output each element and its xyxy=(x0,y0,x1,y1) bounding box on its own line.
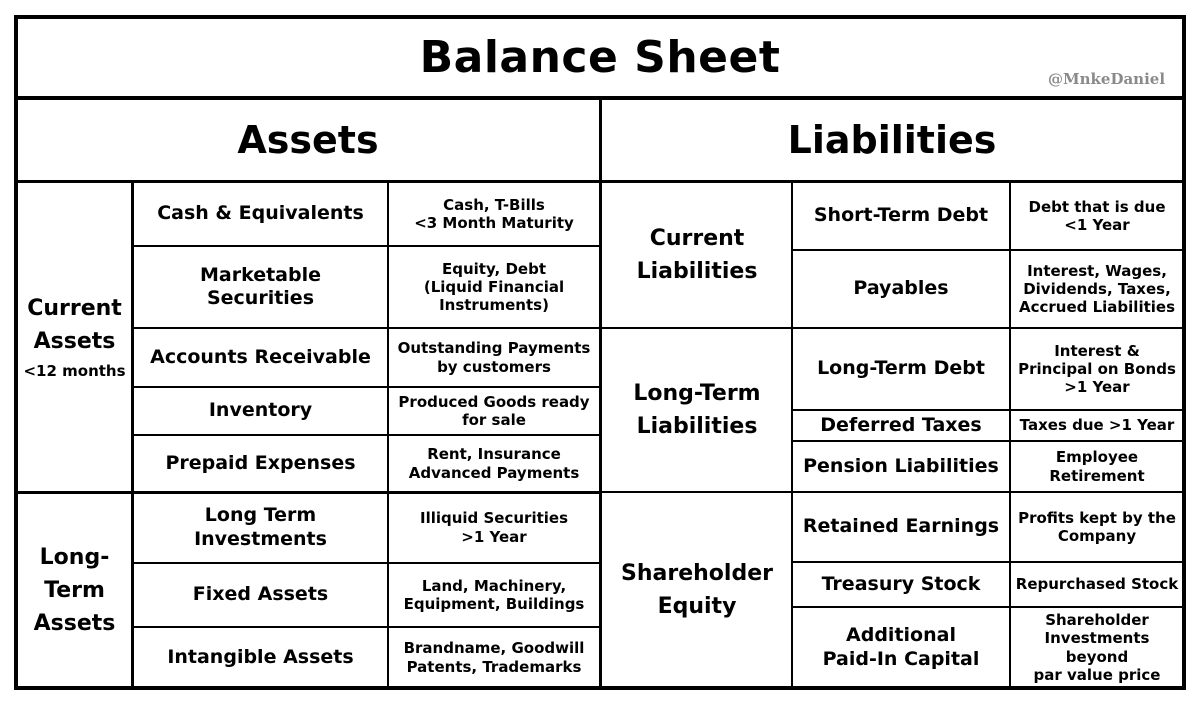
table-row-item: Fixed Assets xyxy=(192,583,329,606)
divider-liab-group xyxy=(791,180,793,690)
table-row-item: Prepaid Expenses xyxy=(165,451,356,474)
table-row-item: Additional Paid-In Capital xyxy=(822,624,980,670)
table-row-desc: Debt that is due <1 Year xyxy=(1028,197,1166,234)
long-term-assets-label: Long- Term Assets xyxy=(33,544,116,636)
table-row-desc: Cash, T-Bills <3 Month Maturity xyxy=(414,195,574,232)
border-left xyxy=(14,15,18,690)
long-term-liabilities-label: Long-Term Liabilities xyxy=(633,381,761,439)
table-row-item: Cash & Equivalents xyxy=(157,202,364,225)
divider-row xyxy=(792,409,1184,411)
divider-row xyxy=(133,386,600,388)
table-row-item: Deferred Taxes xyxy=(820,413,982,436)
table-row-item: Retained Earnings xyxy=(802,515,1000,538)
divider-center xyxy=(599,96,602,690)
border-top xyxy=(14,15,1186,19)
table-row-desc: Equity, Debt (Liquid Financial Instruments) xyxy=(423,259,565,315)
table-row-desc: Interest & Principal on Bonds >1 Year xyxy=(1018,341,1176,397)
table-row-item: Inventory xyxy=(208,399,313,422)
watermark: @MnkeDaniel xyxy=(1048,70,1166,88)
table-row-desc: Shareholder Investments beyond par value price xyxy=(1033,610,1161,684)
divider-liab-groups xyxy=(601,491,1184,493)
page-title xyxy=(16,17,1184,98)
shareholder-equity-label: Shareholder Equity xyxy=(621,561,773,619)
table-row-desc: Land, Machinery, Equipment, Buildings xyxy=(403,576,585,613)
table-row-desc: Repurchased Stock xyxy=(1015,575,1179,594)
divider-assets-groups xyxy=(14,491,600,494)
table-row-desc: Rent, Insurance Advanced Payments xyxy=(408,445,580,482)
divider-row xyxy=(133,626,600,628)
current-liabilities-label: Current Liabilities xyxy=(636,226,758,284)
divider-row xyxy=(133,562,600,564)
table-row-desc: Brandname, Goodwill Patents, Trademarks xyxy=(403,639,585,676)
table-row-desc: Illiquid Securities >1 Year xyxy=(419,509,569,546)
table-row-item: Pension Liabilities xyxy=(803,454,999,477)
table-row-item: Long-Term Debt xyxy=(817,357,985,380)
assets-header: Assets xyxy=(237,117,379,162)
divider-row xyxy=(792,606,1184,608)
table-row-desc: Interest, Wages, Dividends, Taxes, Accrued Liabilities xyxy=(1019,261,1175,317)
table-row-desc: Taxes due >1 Year xyxy=(1019,416,1175,435)
title-text: Balance Sheet xyxy=(419,31,781,83)
table-row-desc: Produced Goods ready for sale xyxy=(398,392,590,429)
divider-liab-desc xyxy=(1009,180,1011,690)
current-assets-sublabel: <12 months xyxy=(23,361,126,380)
table-row-item: Intangible Assets xyxy=(167,645,354,668)
liabilities-header: Liabilities xyxy=(787,117,997,162)
table-row-item: Treasury Stock xyxy=(821,572,981,595)
divider-row xyxy=(133,434,600,436)
current-assets-label: Current Assets <12 months xyxy=(16,182,133,492)
divider-row xyxy=(133,245,600,247)
table-row-item: Accounts Receivable xyxy=(150,345,371,368)
border-right xyxy=(1182,15,1186,690)
divider-row xyxy=(792,249,1184,251)
table-row-item: Long Term Investments xyxy=(194,504,327,550)
table-row-item: Marketable Securities xyxy=(199,263,321,309)
divider-row xyxy=(792,561,1184,563)
table-row-item: Short-Term Debt xyxy=(813,204,989,227)
table-row-desc: Employee Retirement xyxy=(1049,448,1145,485)
table-row-desc: Outstanding Payments by customers xyxy=(397,339,591,376)
table-row-desc: Profits kept by the Company xyxy=(1018,508,1176,545)
divider-liab-groups xyxy=(601,327,1184,329)
table-row-item: Payables xyxy=(853,277,949,300)
divider-row xyxy=(133,327,600,329)
divider-row xyxy=(792,440,1184,442)
